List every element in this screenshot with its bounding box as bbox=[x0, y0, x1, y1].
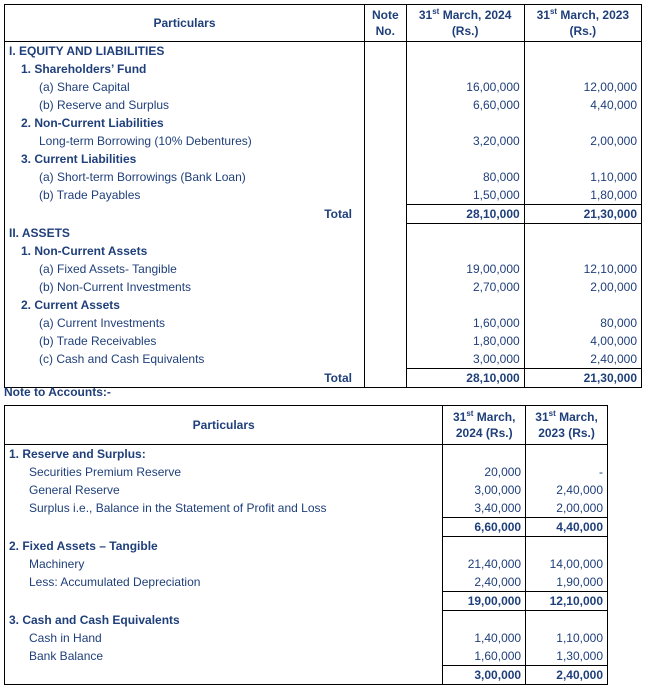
header-2024-sup: st bbox=[432, 7, 440, 16]
table-row bbox=[5, 573, 608, 592]
table-row bbox=[5, 481, 608, 499]
row-label: Machinery bbox=[5, 555, 443, 573]
table-row bbox=[5, 350, 642, 369]
header-note-no bbox=[364, 5, 406, 42]
table-row bbox=[5, 332, 642, 350]
value-2023: 1,80,000 bbox=[590, 188, 637, 202]
header-2023-day: 31 bbox=[536, 8, 550, 22]
total-row bbox=[5, 205, 642, 224]
section-row bbox=[5, 42, 642, 61]
value-2023: 1,30,000 bbox=[556, 649, 603, 663]
table-row bbox=[5, 186, 642, 205]
value-2023: 1,10,000 bbox=[556, 631, 603, 645]
header-2024-day: 31 bbox=[418, 8, 433, 22]
header-2023-sup: st bbox=[549, 7, 558, 16]
value-2023: 1,90,000 bbox=[556, 575, 603, 589]
total-2023: 2,40,000 bbox=[526, 666, 608, 685]
value-2023: 4,40,000 bbox=[590, 98, 637, 112]
subsection-row bbox=[5, 242, 642, 260]
value-2024: 1,60,000 bbox=[443, 647, 526, 666]
header-2023-rest: March, 2023 bbox=[557, 8, 630, 22]
value-2024: 3,20,000 bbox=[406, 132, 524, 150]
notes-table bbox=[4, 405, 608, 685]
total-2024: 28,10,000 bbox=[406, 205, 524, 224]
row-label: (a) Short-term Borrowings (Bank Loan) bbox=[5, 168, 365, 186]
row-label: Securities Premium Reserve bbox=[5, 463, 443, 481]
header-2024-unit: (Rs.) bbox=[451, 24, 479, 38]
notes-header-2024 bbox=[443, 406, 526, 445]
value-2024: 1,80,000 bbox=[406, 332, 524, 350]
table-row bbox=[5, 314, 642, 332]
total-2024: 3,00,000 bbox=[443, 666, 526, 685]
value-2024: 19,00,000 bbox=[406, 260, 524, 278]
subsection-row bbox=[5, 537, 608, 556]
table-row bbox=[5, 132, 642, 150]
notes-header-particulars: Particulars bbox=[5, 406, 443, 445]
value-2024: 3,40,000 bbox=[443, 499, 526, 518]
table-row bbox=[5, 278, 642, 296]
table-row bbox=[5, 78, 642, 96]
equity-liabilities-heading: I. EQUITY AND LIABILITIES bbox=[5, 42, 365, 61]
value-2024: 21,40,000 bbox=[443, 555, 526, 573]
balance-sheet-header-row bbox=[5, 5, 642, 42]
value-2023: 2,40,000 bbox=[590, 352, 637, 366]
value-2024: 6,60,000 bbox=[406, 96, 524, 114]
fixed-assets-heading: 2. Fixed Assets – Tangible bbox=[5, 537, 443, 556]
header-particulars: Particulars bbox=[5, 5, 365, 42]
header-2024 bbox=[406, 5, 524, 42]
value-2023: 2,00,000 bbox=[556, 501, 603, 515]
notes-header-2024-sup: st bbox=[466, 409, 474, 418]
table-row bbox=[5, 463, 608, 481]
table-row bbox=[5, 260, 642, 278]
value-2023: 14,00,000 bbox=[549, 557, 603, 571]
current-liabilities-heading: 3. Current Liabilities bbox=[5, 150, 365, 168]
row-label: (a) Current Investments bbox=[5, 314, 365, 332]
total-row bbox=[5, 518, 608, 537]
cash-equivalents-heading: 3. Cash and Cash Equivalents bbox=[5, 611, 443, 630]
value-2024: 3,00,000 bbox=[406, 350, 524, 369]
total-2023: 21,30,000 bbox=[524, 369, 641, 388]
value-2024: 1,40,000 bbox=[443, 629, 526, 647]
non-current-liabilities-heading: 2. Non-Current Liabilities bbox=[5, 114, 365, 132]
total-row bbox=[5, 666, 608, 685]
header-note-line1: Note bbox=[371, 8, 399, 22]
total-2024: 6,60,000 bbox=[443, 518, 526, 537]
notes-header-2024-rest: March, bbox=[473, 410, 516, 424]
subsection-row bbox=[5, 60, 642, 78]
total-2023: 21,30,000 bbox=[524, 205, 641, 224]
table-row bbox=[5, 629, 608, 647]
row-label: (b) Reserve and Surplus bbox=[5, 96, 365, 114]
section-row bbox=[5, 224, 642, 243]
value-2023: 80,000 bbox=[600, 316, 637, 330]
row-label: (a) Share Capital bbox=[5, 78, 365, 96]
value-2023: 2,00,000 bbox=[590, 280, 637, 294]
subsection-row bbox=[5, 445, 608, 464]
value-2023: 2,40,000 bbox=[556, 483, 603, 497]
row-label: General Reserve bbox=[5, 481, 443, 499]
value-2023: 1,10,000 bbox=[590, 170, 637, 184]
non-current-assets-heading: 1. Non-Current Assets bbox=[5, 242, 365, 260]
note-to-accounts-caption: Note to Accounts:- bbox=[4, 385, 111, 399]
subsection-row bbox=[5, 114, 642, 132]
value-2024: 1,50,000 bbox=[406, 186, 524, 205]
value-2024: 16,00,000 bbox=[406, 78, 524, 96]
notes-header-row bbox=[5, 406, 608, 445]
assets-heading: II. ASSETS bbox=[5, 224, 365, 243]
subsection-row bbox=[5, 611, 608, 630]
value-2023: 4,00,000 bbox=[590, 334, 637, 348]
header-2023-unit: (Rs.) bbox=[569, 24, 597, 38]
row-label: Cash in Hand bbox=[5, 629, 443, 647]
row-label: Bank Balance bbox=[5, 647, 443, 666]
notes-header-2024-unit: 2024 (Rs.) bbox=[455, 426, 513, 440]
total-2024: 28,10,000 bbox=[406, 369, 524, 388]
value-2023: 12,00,000 bbox=[583, 80, 637, 94]
total-label: Total bbox=[5, 369, 365, 388]
value-2023: 12,10,000 bbox=[583, 262, 637, 276]
total-2023: 4,40,000 bbox=[526, 518, 608, 537]
shareholders-fund-heading: 1. Shareholders’ Fund bbox=[5, 60, 365, 78]
row-label: (c) Cash and Cash Equivalents bbox=[5, 350, 365, 369]
subsection-row bbox=[5, 296, 642, 314]
notes-header-2023-sup: st bbox=[548, 409, 556, 418]
total-row bbox=[5, 592, 608, 611]
subsection-row bbox=[5, 150, 642, 168]
balance-sheet-table bbox=[4, 4, 642, 388]
value-2024: 1,60,000 bbox=[406, 314, 524, 332]
row-label: (b) Trade Payables bbox=[5, 186, 365, 205]
total-2023: 12,10,000 bbox=[526, 592, 608, 611]
row-label: (b) Non-Current Investments bbox=[5, 278, 365, 296]
value-2024: 20,000 bbox=[443, 463, 526, 481]
table-row bbox=[5, 499, 608, 518]
notes-header-2023-rest: March, bbox=[555, 410, 598, 424]
header-note-line2: No. bbox=[375, 24, 395, 38]
value-2024: 2,70,000 bbox=[406, 278, 524, 296]
notes-header-2023-day: 31 bbox=[535, 410, 549, 424]
table-row bbox=[5, 647, 608, 666]
value-2024: 3,00,000 bbox=[443, 481, 526, 499]
row-label: (a) Fixed Assets- Tangible bbox=[5, 260, 365, 278]
total-label: Total bbox=[5, 205, 365, 224]
notes-header-2023 bbox=[526, 406, 608, 445]
header-2024-rest: March, 2024 bbox=[439, 8, 512, 22]
table-row bbox=[5, 168, 642, 186]
notes-header-2024-day: 31 bbox=[452, 410, 467, 424]
row-label: Surplus i.e., Balance in the Statement of Profit and Loss bbox=[5, 499, 443, 518]
table-row bbox=[5, 555, 608, 573]
value-2024: 80,000 bbox=[406, 168, 524, 186]
row-label: (b) Trade Receivables bbox=[5, 332, 365, 350]
value-2024: 2,40,000 bbox=[443, 573, 526, 592]
total-2024: 19,00,000 bbox=[443, 592, 526, 611]
row-label: Long-term Borrowing (10% Debentures) bbox=[5, 132, 365, 150]
header-2023 bbox=[524, 5, 641, 42]
row-label: Less: Accumulated Depreciation bbox=[5, 573, 443, 592]
value-2023: 2,00,000 bbox=[590, 134, 637, 148]
notes-header-2023-unit: 2023 (Rs.) bbox=[538, 426, 595, 440]
reserve-surplus-heading: 1. Reserve and Surplus: bbox=[5, 445, 443, 464]
current-assets-heading: 2. Current Assets bbox=[5, 296, 365, 314]
value-2023: - bbox=[599, 465, 603, 479]
table-row bbox=[5, 96, 642, 114]
